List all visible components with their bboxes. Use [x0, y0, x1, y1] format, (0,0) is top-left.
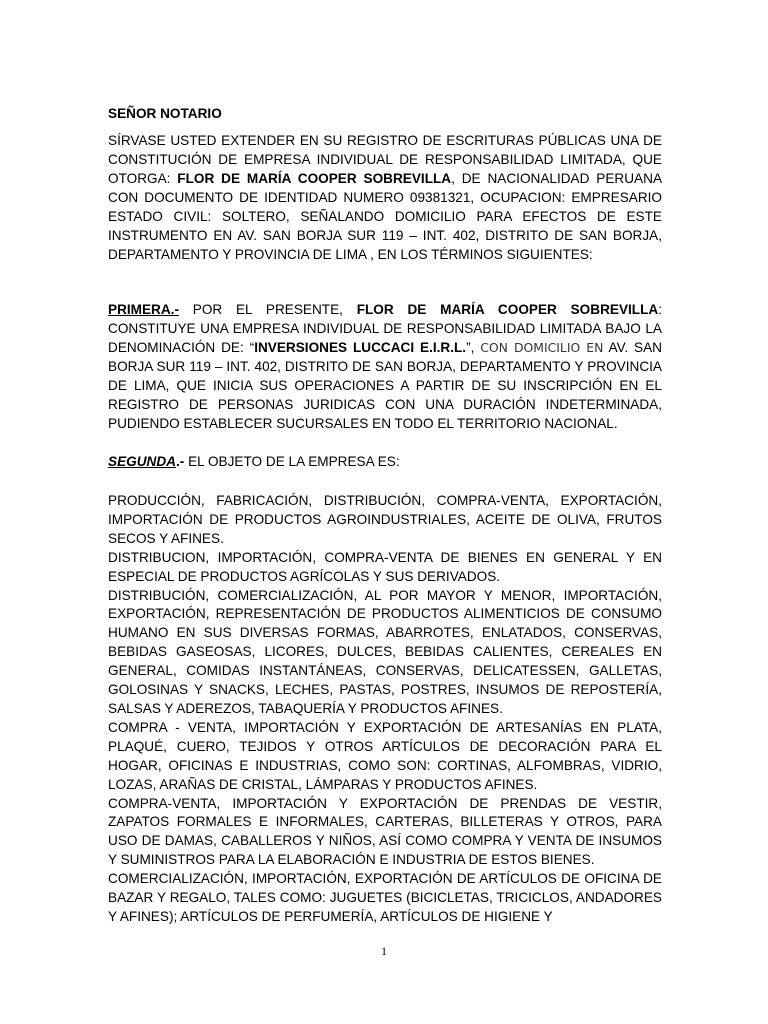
object-item: COMPRA-VENTA, IMPORTACIÓN Y EXPORTACIÓN DE PRENDAS DE VESTIR, ZAPATOS FORMALES E INFORMALES, CARTERAS, BILLETERAS Y OTROS, PARA USO DE DAMAS, CABALLEROS Y NIÑOS, ASÍ COMO COMPRA Y VENTA DE INSUMOS Y SUMINISTROS PARA LA ELABORACIÓN E INDUSTRIA DE ESTOS BIENES.: [108, 795, 662, 868]
object-item: COMERCIALIZACIÓN, IMPORTACIÓN, EXPORTACIÓN DE ARTÍCULOS DE OFICINA DE BAZAR Y REGALO, TALES COMO: JUGUETES (BICICLETAS, TRICICLOS, ANDADORES Y AFINES); ARTÍCULOS DE PERFUMERÍA, ARTÍCULOS DE HIGIENE Y: [108, 871, 662, 924]
primera-grantor-name: FLOR DE MARÍA COOPER SOBREVILLA: [356, 302, 659, 317]
object-item: DISTRIBUCIÓN, COMERCIALIZACIÓN, AL POR MAYOR Y MENOR, IMPORTACIÓN, EXPORTACIÓN, REPRESENTACIÓN DE PRODUCTOS ALIMENTICIOS DE CONSUMO HUMANO EN SUS DIVERSAS FORMAS, ABARROTES, ENLATADOS, CONSERVAS, BEBIDAS GASEOSAS, LICORES, DULCES, BEBIDAS CALIENTES, CEREALES EN GENERAL, COMIDAS INSTANTÁNEAS, CONSERVAS, DELICATESSEN, GALLETAS, GOLOSINAS Y SNACKS, LECHES, PASTAS, POSTRES, INSUMOS DE REPOSTERÍA, SALSAS Y ADEREZOS, TABAQUERÍA Y PRODUCTOS AFINES.: [108, 587, 662, 716]
clause-primera: [108, 300, 662, 433]
primera-text-1: POR EL PRESENTE,: [179, 302, 357, 317]
primera-text-3: ”,: [466, 340, 481, 355]
intro-paragraph: [108, 131, 662, 264]
document-heading: SEÑOR NOTARIO: [108, 106, 222, 121]
clause-segunda: [108, 452, 662, 471]
company-name: INVERSIONES LUCCACI E.I.R.L.: [254, 340, 467, 355]
spacer: [108, 264, 662, 300]
primera-text-5: AV. SAN BORJA SUR 119 – INT. 402, DISTRITO DE SAN BORJA, DEPARTAMENTO Y PROVINCIA DE LIMA, QUE INICIA SUS OPERACIONES A PARTIR DE SU INSCRIPCIÓN EN EL REGISTRO DE PERSONAS JURIDICAS CON UNA DURACIÓN INDETERMINADA, PUDIENDO ESTABLECER SUCURSALES EN TODO EL TERRITORIO NACIONAL.: [108, 340, 662, 431]
spacer: [108, 433, 662, 452]
object-item: PRODUCCIÓN, FABRICACIÓN, DISTRIBUCIÓN, COMPRA-VENTA, EXPORTACIÓN, IMPORTACIÓN DE PRODUCTOS AGROINDUSTRIALES, ACEITE DE OLIVA, FRUTOS SECOS Y AFINES.: [108, 493, 662, 546]
grantor-name: FLOR DE MARÍA COOPER SOBREVILLA: [177, 171, 452, 186]
clause-segunda-dash: .-: [175, 454, 185, 469]
spacer: [108, 471, 662, 492]
object-item: DISTRIBUCION, IMPORTACIÓN, COMPRA-VENTA DE BIENES EN GENERAL Y EN ESPECIAL DE PRODUCTOS AGRÍCOLAS Y SUS DERIVADOS.: [108, 549, 662, 584]
intro-text-2: , DE NACIONALIDAD PERUANA CON DOCUMENTO DE IDENTIDAD NUMERO 09381321, OCUPACION: EMPRESARIO ESTADO CIVIL: SOLTERO, SEÑALANDO DOMICILIO PARA EFECTOS DE ESTE INSTRUMENTO EN AV. SAN BORJA SUR 119 – INT. 402, DISTRITO DE SAN BORJA, DEPARTAMENTO Y PROVINCIA DE LIMA , EN LOS TÉRMINOS SIGUIENTES:: [108, 171, 663, 262]
clause-segunda-label: SEGUNDA: [108, 454, 176, 469]
segunda-text: EL OBJETO DE LA EMPRESA ES:: [184, 454, 400, 469]
document-page: [108, 104, 662, 927]
primera-text-2: : CONSTITUYE UNA EMPRESA INDIVIDUAL DE RESPONSABILIDAD LIMITADA BAJO LA DENOMINACIÓN DE: “: [108, 302, 662, 355]
primera-text-4: CON DOMICILIO EN: [480, 340, 604, 355]
object-item: COMPRA - VENTA, IMPORTACIÓN Y EXPORTACIÓN DE ARTESANÍAS EN PLATA, PLAQUÉ, CUERO, TEJIDOS Y OTROS ARTÍCULOS DE DECORACIÓN PARA EL HOGAR, OFICINAS E INDUSTRIAS, COMO SON: CORTINAS, ALFOMBRAS, VIDRIO, LOZAS, ARAÑAS DE CRISTAL, LÁMPARAS Y PRODUCTOS AFINES.: [108, 719, 662, 792]
intro-text-1: SÍRVASE USTED EXTENDER EN SU REGISTRO DE ESCRITURAS PÚBLICAS UNA DE CONSTITUCIÓN DE EMPRESA INDIVIDUAL DE RESPONSABILIDAD LIMITADA, QUE OTORGA:: [108, 133, 662, 186]
clause-primera-label: PRIMERA.-: [108, 302, 179, 317]
page-number: 1: [381, 944, 387, 958]
